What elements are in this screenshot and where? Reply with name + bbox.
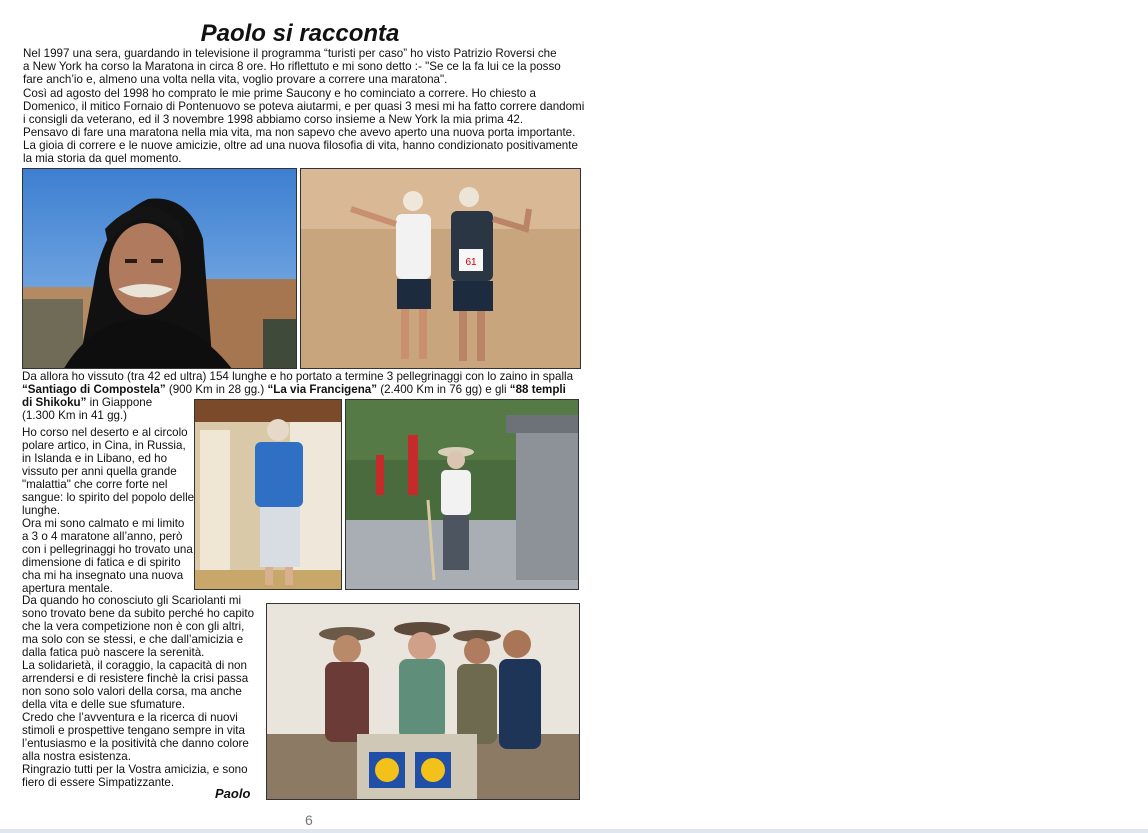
- journeys-line-1: Da allora ho vissuto (tra 42 ed ultra) 154 lunghe e ho portato a termine 3 pellegrinaggi con lo zaino in spalla: [22, 370, 574, 383]
- article-title: Paolo si racconta: [200, 20, 400, 47]
- bottom-line: non sono solo valori della corsa, ma anche: [22, 685, 242, 698]
- photo-japanese-room: [194, 399, 342, 590]
- left-col-line: dimensione di fatica e di spirito: [22, 556, 181, 569]
- pilgrims-group-illustration: [267, 604, 580, 800]
- santiago-label: “Santiago di Compostela”: [22, 383, 166, 396]
- photo-temple-pilgrim: [345, 399, 579, 590]
- bottom-line: ma solo con se stessi, e che dall’amicizia e: [22, 633, 244, 646]
- left-col-line: sangue: lo spirito del popolo delle: [22, 491, 195, 504]
- left-col-line: cha mi ha insegnato una nuova: [22, 569, 184, 582]
- bottom-line: che la vera competizione non è con gli altri,: [22, 620, 245, 633]
- bottom-line: della vita e delle sue sfumature.: [22, 698, 186, 711]
- left-col-line: a 3 o 4 maratone all’anno, però: [22, 530, 183, 543]
- bottom-line: stimoli e prospettive tengano sempre in vita: [22, 724, 245, 737]
- intro-line: i consigli da veterano, ed il 3 novembre 1998 abbiamo corso insieme a New York la mia prima 42.: [23, 113, 524, 126]
- race-bib-number: 61: [465, 257, 477, 268]
- bottom-line: La solidarietà, il coraggio, la capacità di non: [22, 659, 247, 672]
- intro-line: la mia storia da quel momento.: [23, 152, 182, 165]
- left-col-line: lunghe.: [22, 504, 61, 517]
- left-col-line: Ora mi sono calmato e mi limito: [22, 517, 185, 530]
- shikoku-label-b: di Shikoku”: [22, 396, 87, 409]
- intro-line: La gioia di correre e le nuove amicizie, oltre ad una nuova filosofia di vita, hanno condizionato positivamente: [23, 139, 578, 152]
- intro-line: fare anch’io e, almeno una volta nella vita, voglio provare a correre una maratona".: [23, 73, 448, 86]
- bottom-line: fiero di essere Simpatizzante.: [22, 776, 175, 789]
- bottom-line: l’entusiasmo e la positività che danno colore: [22, 737, 249, 750]
- bottom-line: alla nostra esistenza.: [22, 750, 131, 763]
- shikoku-detail-a: in Giappone: [86, 396, 153, 409]
- left-col-line: "malattia" che corre forte nel: [22, 478, 168, 491]
- left-col-line: vissuto per anni quella grande: [22, 465, 177, 478]
- bottom-line: Ringrazio tutti per la Vostra amicizia, e sono: [22, 763, 248, 776]
- bottom-line: Credo che l’avventura e la ricerca di nuovi: [22, 711, 238, 724]
- francigena-label: “La via Francigena”: [267, 383, 378, 396]
- left-col-line: polare artico, in Cina, in Russia,: [22, 439, 186, 452]
- page-number: 6: [305, 812, 313, 828]
- signature: Paolo: [215, 786, 251, 801]
- francigena-detail: (2.400 Km in 76 gg) e gli: [377, 383, 510, 396]
- left-col-line: Ho corso nel deserto e al circolo: [22, 426, 188, 439]
- bottom-line: dalla fatica può nascere la serenità.: [22, 646, 205, 659]
- photo-desert-runners: [300, 168, 581, 369]
- intro-line: Domenico, il mitico Fornaio di Pontenuovo se poteva aiutarmi, e per quasi 3 mesi mi ha fatto correre dandomi: [23, 100, 585, 113]
- santiago-detail: (900 Km in 28 gg.): [165, 383, 268, 396]
- photo-desert-portrait: [22, 168, 297, 369]
- desert-runners-illustration: [301, 169, 581, 369]
- temple-pilgrim-illustration: [346, 400, 579, 590]
- intro-line: Così ad agosto del 1998 ho comprato le mie prime Saucony e ho cominciato a correre. Ho chiesto a: [23, 87, 536, 100]
- page-bottom-line: [0, 829, 1148, 833]
- journeys-line-4: (1.300 Km in 41 gg.): [22, 409, 128, 422]
- journeys-line-2: [22, 383, 566, 396]
- bottom-line: sono trovato bene da subito perché ho capito: [22, 607, 255, 620]
- shikoku-label-a: “88 templi: [509, 383, 566, 396]
- intro-line: a New York ha corso la Maratona in circa 8 ore. Ho riflettuto e mi sono detto :- "Se ce la fa lui ce la posso: [23, 60, 561, 73]
- bottom-line: Da quando ho conosciuto gli Scariolanti mi: [22, 594, 242, 607]
- left-col-line: apertura mentale.: [22, 582, 113, 595]
- bottom-line: arrendersi e di resistere finchè la crisi passa: [22, 672, 249, 685]
- japanese-room-illustration: [195, 400, 342, 590]
- intro-line: Nel 1997 una sera, guardando in televisione il programma “turisti per caso” ho visto Patrizio Roversi che: [23, 47, 557, 60]
- intro-line: Pensavo di fare una maratona nella mia vita, ma non sapevo che avevo aperto una nuova porta importante.: [23, 126, 576, 139]
- desert-portrait-illustration: [23, 169, 297, 369]
- left-col-line: in Islanda e in Libano, ed ho: [22, 452, 168, 465]
- journeys-line-3: [22, 396, 152, 409]
- photo-pilgrims-group: [266, 603, 580, 800]
- left-col-line: con i pellegrinaggi ho trovato una: [22, 543, 193, 556]
